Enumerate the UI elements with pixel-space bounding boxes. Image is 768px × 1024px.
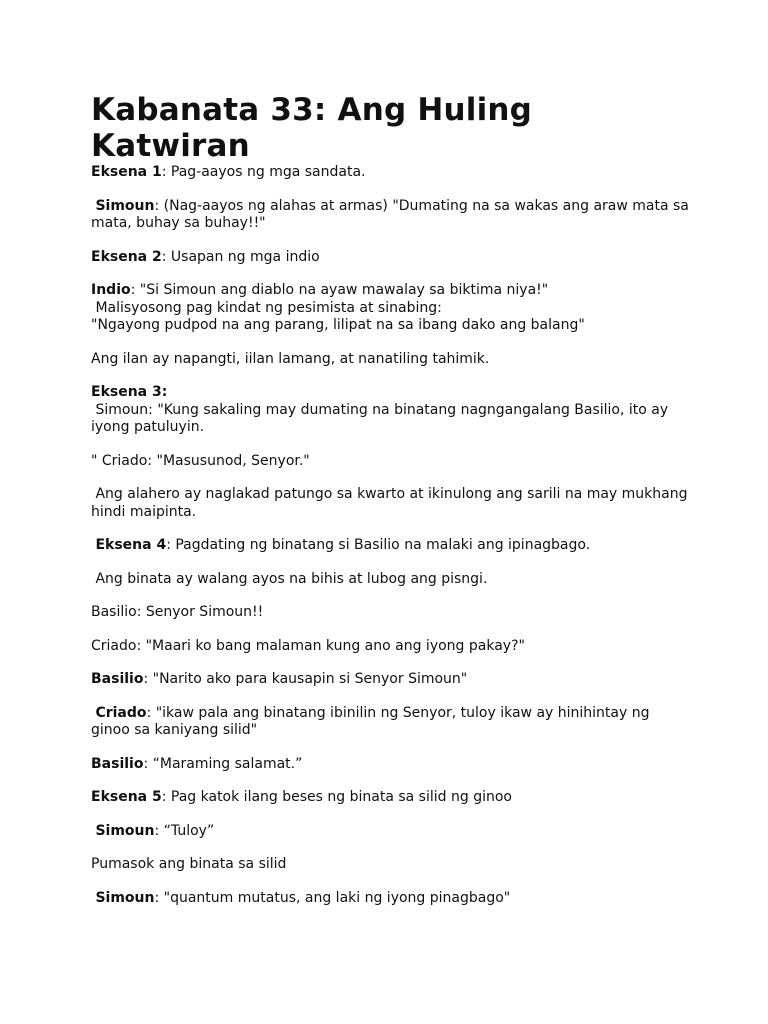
indio-line-3: "Ngayong pudpod na ang parang, lilipat na sa ibang dako ang balang" [91,317,585,333]
paragraph-simoun-2 [91,823,691,841]
paragraph-text: Simoun: "Kung sakaling may dumating na binatang nagngangalang Basilio, ito ay iyong patuluyin. [91,401,673,435]
paragraph-basilio-1: Basilio: Senyor Simoun!! [91,604,264,620]
paragraph-eksena-2 [91,249,691,267]
paragraph-text: : “Tuloy” [154,822,215,839]
paragraph-criado-2: Criado: "Maari ko bang malaman kung ano ang iyong pakay?" [91,637,525,654]
paragraph-text: : "Narito ako para kausapin si Senyor Simoun" [143,671,468,687]
paragraph-indio [91,282,691,335]
paragraph-narration-1: Ang ilan ay napangti, iilan lamang, at nanatiling tahimik. [91,350,490,367]
speaker-label: Simoun [95,889,155,906]
paragraph-basilio-3 [91,756,691,774]
paragraph-eksena-4 [91,537,691,555]
paragraph-narration-2: Ang alahero ay naglakad patungo sa kwarto at ikinulong ang sarili na may mukhang hindi maipinta. [91,486,692,520]
speaker-label: Simoun [95,197,155,214]
paragraph-narration-4: Pumasok ang binata sa silid [91,856,287,872]
paragraph-text: : "Si Simoun ang diablo na ayaw mawalay sa biktima niya!" [130,282,549,298]
page-title [91,92,691,164]
paragraph-simoun-1 [91,197,694,233]
indio-line-2: Malisyosong pag kindat ng pesimista at sinabing: [91,299,442,316]
paragraph-simoun-3 [91,890,691,908]
paragraph-eksena-3 [91,384,691,437]
scene-label: Eksena 3: [91,384,168,400]
paragraph-criado-3 [91,705,691,740]
scene-label: Eksena 2 [91,248,162,265]
title-line-1: Kabanata 33: Ang Huling [91,92,533,128]
scene-label: Eksena 4 [95,537,167,553]
paragraph-text: : "quantum mutatus, ang laki ng iyong pinagbago" [154,889,511,906]
paragraph-basilio-2 [91,671,691,689]
speaker-label: Simoun [95,822,155,839]
paragraph-text: : Usapan ng mga indio [161,248,320,265]
paragraph-text: : Pagdating ng binatang si Basilio na malaki ang ipinagbago. [166,537,591,553]
speaker-label: Criado [95,704,147,721]
scene-label: Eksena 1 [91,164,162,180]
paragraph-eksena-1 [91,164,691,182]
speaker-label: Indio [91,282,131,298]
speaker-label: Basilio [91,755,144,772]
paragraph-text: : (Nag-aayos ng alahas at armas) "Dumating na sa wakas ang araw mata sa mata, buhay sa buhay!!" [91,197,694,231]
paragraph-text: : "ikaw pala ang binatang ibinilin ng Senyor, tuloy ikaw ay hinihintay ng ginoo sa kaniyang silid" [91,704,654,738]
paragraph-text: : “Maraming salamat.” [143,755,303,772]
document-page [91,92,694,923]
paragraph-text: : Pag katok ilang beses ng binata sa silid ng ginoo [161,789,512,805]
paragraph-narration-3: Ang binata ay walang ayos na bihis at lubog ang pisngi. [91,570,488,587]
indio-line-1 [91,282,691,300]
paragraph-criado-1: " Criado: "Masusunod, Senyor." [91,452,310,469]
paragraph-text: : Pag-aayos ng mga sandata. [161,164,366,180]
scene-label: Eksena 5 [91,789,162,805]
title-line-2: Katwiran [91,128,250,164]
paragraph-eksena-5 [91,789,691,807]
speaker-label: Basilio [91,671,144,687]
